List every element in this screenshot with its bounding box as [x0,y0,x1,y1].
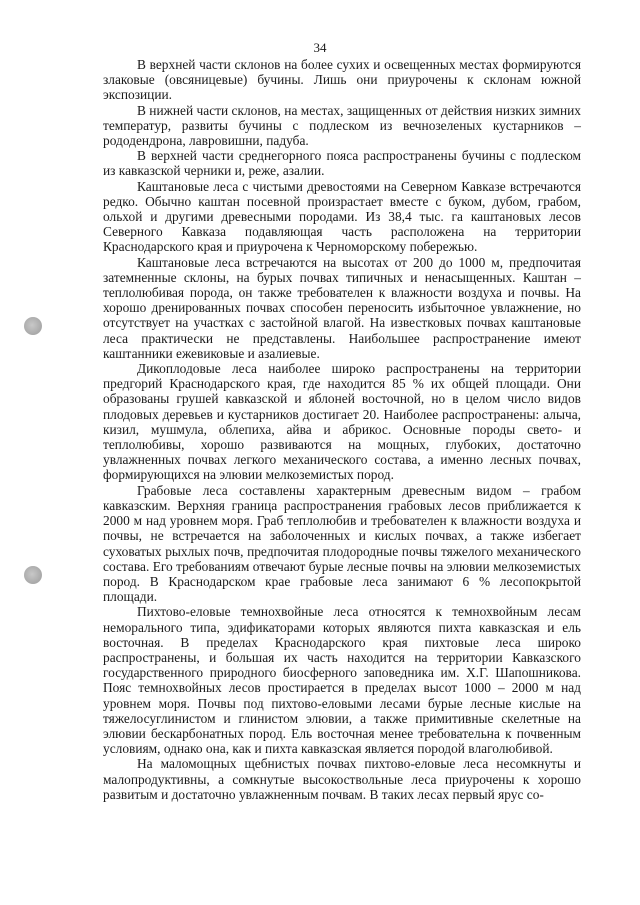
paragraph-2: В нижней части склонов, на местах, защищенных от действия низких зимних температур, развиты бучины с подлеском из вечнозеленых кустарников – рододендрона, лавровишни, падуба. [103,102,581,149]
punch-hole-top [24,317,42,335]
paragraph-4: Каштановые леса с чистыми древостоями на Северном Кавказе встречаются редко. Обычно каштан посевной произрастает вместе с буком, дубом, грабом, ольхой и другими древесными породами. Из 38,4 тыс. га каштановых лесов Северного Кавказа подавляющая часть расположена на территории Краснодарского края и приурочена к Черноморскому побережью. [103,178,581,255]
text-column [103,57,581,802]
paragraph-6: Дикоплодовые леса наиболее широко распространены на территории предгорий Краснодарского края, где находится 85 % их общей площади. Они образованы грушей кавказской и яблоней восточной, но в целом число видов плодовых деревьев и кустарников достигает 20. Наиболее распространены: алыча, кизил, мушмула, облепиха, айва и абрикос. Основные породы свето- и теплолюбивы, хорошо развиваются на мощных, глубоких, достаточно увлажненных почвах легкого механического состава, а именно лесных почвах, формирующихся на элювии мелкоземистых пород. [103,361,581,483]
paragraph-9: На маломощных щебнистых почвах пихтово-еловые леса несомкнуты и малопродуктивны, а сомкнутые высокоствольные леса приурочены к хорошо развитым и достаточно увлажненным почвам. В таких лесах первый ярус со- [103,756,581,802]
page-number: 34 [313,40,327,55]
paragraph-7: Грабовые леса составлены характерным древесным видом – грабом кавказским. Верхняя граница распространения грабовых лесов приближается к 2000 м над уровнем моря. Граб теплолюбив и требователен к влажности воздуха и почвы, не встречается на заболоченных и кислых почвах, а также избегает суховатых рыхлых почв, предпочитая плодородные почвы тяжелого механического состава. Его требованиям отвечают бурые лесные почвы на элювии мелкоземистых пород. В Краснодарском крае грабовые леса занимают 6 % лесопокрытой площади. [103,482,581,605]
paragraph-1: В верхней части склонов на более сухих и освещенных местах формируются злаковые (овсяницевые) бучины. Лишь они приурочены к склонам южной экспозиции. [103,57,581,103]
paragraph-3: В верхней части среднегорного пояса распространены бучины с подлеском из кавказской черники и, реже, азалии. [103,148,581,179]
paragraph-8: Пихтово-еловые темнохвойные леса относятся к темнохвойным лесам неморального типа, эдификаторами которых являются пихта кавказская и ель восточная. В пределах Краснодарского края пихтовые леса широко распространены, и большая их часть находится на территории Кавказского государственного природного биосферного заповедника им. Х.Г. Шапошникова. Пояс темнохвойных лесов простирается в пределах высот 1000 – 2000 м над уровнем моря. Почвы под пихтово-еловыми лесами бурые лесные кислые на тяжелосуглинистом и глинистом элювии, а также примитивные скелетные на элювии бескарбонатных пород. Ель восточная менее требовательна к почвенным условиям, однако она, как и пихта кавказская является породой влаголюбивой. [103,604,581,757]
paragraph-5: Каштановые леса встречаются на высотах от 200 до 1000 м, предпочитая затемненные склоны, на бурых почвах типичных и ненасыщенных. Каштан – теплолюбивая порода, он также требователен к влажности воздуха и почвы. На хорошо дренированных почвах способен переносить избыточное увлажнение, но отсутствует на участках с застойной влагой. На известковых почвах каштановые леса практически не представлены. Наибольшее распространение имеют каштанники ежевиковые и азалиевые. [103,254,581,361]
punch-hole-bottom [24,566,42,584]
